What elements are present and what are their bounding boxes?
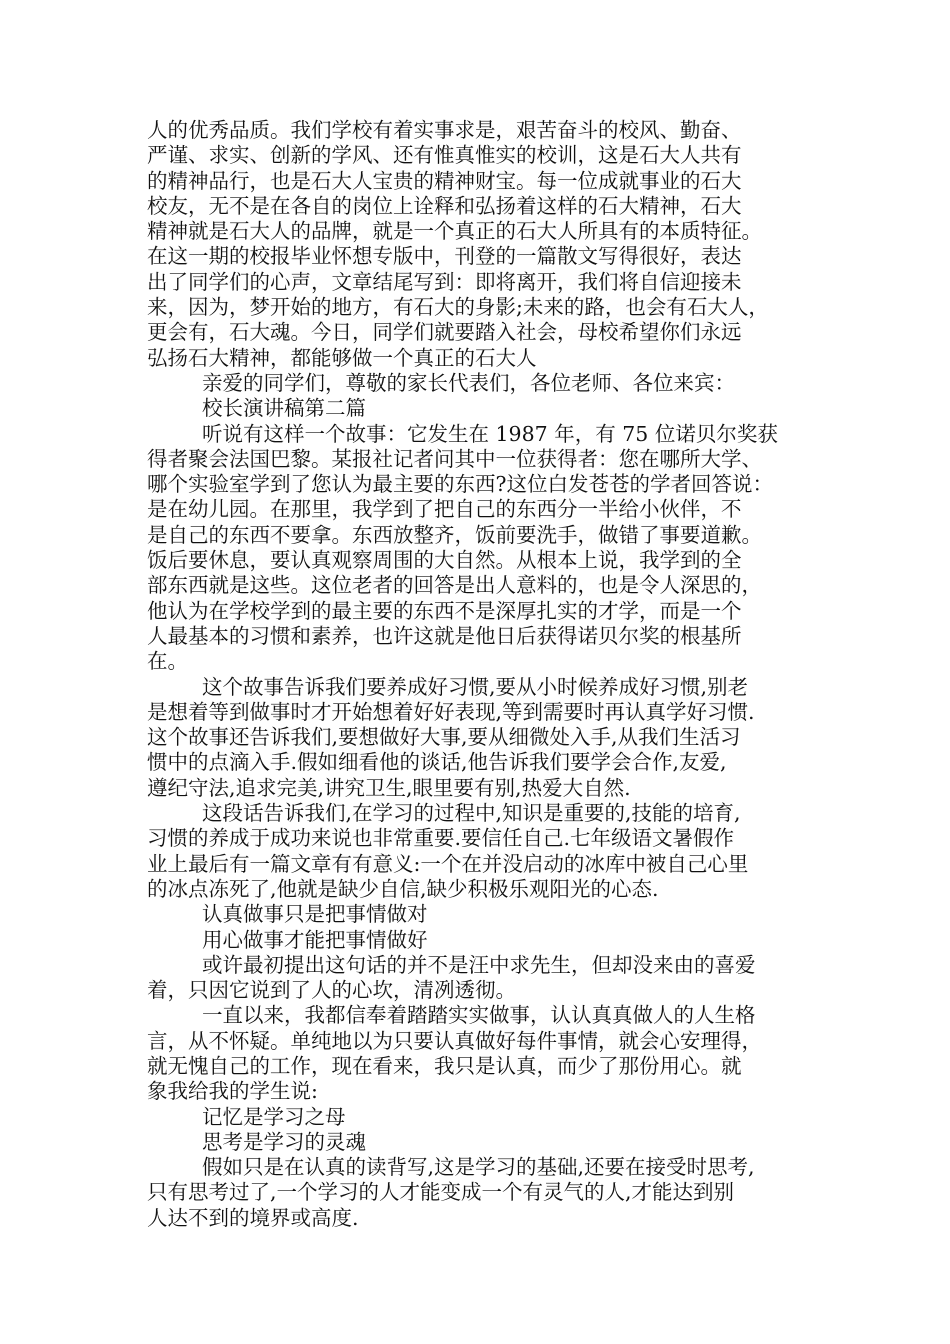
- document-body: [147, 118, 837, 1231]
- text-line: 这个故事还告诉我们,要想做好大事,要从细微处入手,从我们生活习: [147, 725, 741, 750]
- text-line: 言，从不怀疑。单纯地以为只要认真做好每件事情，就会心安理得，: [147, 1028, 762, 1053]
- text-line: 亲爱的同学们，尊敬的家长代表们，各位老师、各位来宾：: [202, 370, 735, 395]
- text-line: 得者聚会法国巴黎。某报社记者问其中一位获得者：您在哪所大学、: [147, 446, 762, 471]
- paragraph: [147, 1105, 837, 1130]
- text-line: 只有思考过了,一个学习的人才能变成一个有灵气的人,才能达到别: [147, 1180, 735, 1205]
- paragraph: [147, 396, 837, 421]
- paragraph: [147, 953, 837, 1004]
- paragraph: [147, 801, 837, 902]
- paragraph: [147, 675, 837, 801]
- text-line: 人的优秀品质。我们学校有着实事求是，艰苦奋斗的校风、勤奋、: [147, 118, 742, 142]
- text-line: 饭后要休息，要认真观察周围的大自然。从根本上说，我学到的全: [147, 548, 742, 573]
- text-line: 就无愧自己的工作，现在看来，我只是认真，而少了那份用心。就: [147, 1053, 742, 1078]
- text-line: 哪个实验室学到了您认为最主要的东西?这位白发苍苍的学者回答说：: [147, 472, 773, 497]
- paragraph: [147, 928, 837, 953]
- text-line: 人最基本的习惯和素养，也许这就是他日后获得诺贝尔奖的根基所: [147, 623, 742, 648]
- paragraph: [147, 118, 837, 371]
- text-line: 校长演讲稿第二篇: [202, 396, 366, 421]
- text-line: 是自己的东西不要拿。东西放整齐，饭前要洗手，做错了事要道歉。: [147, 522, 762, 547]
- text-line: 严谨、求实、创新的学风、还有惟真惟实的校训，这是石大人共有: [147, 143, 742, 168]
- paragraph: [147, 422, 837, 675]
- paragraph: [147, 371, 837, 396]
- text-line: 来，因为，梦开始的地方，有石大的身影;未来的路，也会有石大人，: [147, 295, 769, 320]
- text-line: 是想着等到做事时才开始想着好好表现,等到需要时再认真学好习惯.: [147, 699, 755, 724]
- text-line: 用心做事才能把事情做好: [202, 927, 428, 952]
- text-line: 习惯的养成于成功来说也非常重要.要信任自己.七年级语文暑假作: [147, 826, 735, 851]
- text-line: 惯中的点滴入手.假如细看他的谈话,他告诉我们要学会合作,友爱,: [147, 750, 727, 775]
- text-line: 是在幼儿园。在那里，我学到了把自己的东西分一半给小伙伴，不: [147, 497, 742, 522]
- text-line: 这段话告诉我们,在学习的过程中,知识是重要的,技能的培育,: [202, 801, 741, 826]
- text-line: 在。: [147, 649, 188, 674]
- text-line: 思考是学习的灵魂: [202, 1129, 366, 1154]
- text-line: 一直以来，我都信奉着踏踏实实做事，认认真真做人的人生格: [202, 1003, 756, 1028]
- text-line: 象我给我的学生说:: [147, 1079, 318, 1104]
- text-line: 这个故事告诉我们要养成好习惯,要从小时候养成好习惯,别老: [202, 674, 749, 699]
- paragraph: [147, 1155, 837, 1231]
- text-line: 业上最后有一篇文章有有意义:一个在并没启动的冰库中被自己心里: [147, 851, 749, 876]
- text-line: 着，只因它说到了人的心坎，清冽透彻。: [147, 978, 516, 1003]
- text-line: 记忆是学习之母: [202, 1104, 346, 1129]
- text-line: 的冰点冻死了,他就是缺少自信,缺少积极乐观阳光的心态.: [147, 876, 659, 901]
- text-line: 更会有，石大魂。今日，同学们就要踏入社会，母校希望你们永远: [147, 320, 742, 345]
- text-line: 听说有这样一个故事：它发生在 1987 年，有 75 位诺贝尔奖获: [202, 421, 778, 446]
- text-line: 校友，无不是在各自的岗位上诠释和弘扬着这样的石大精神，石大: [147, 193, 742, 218]
- text-line: 他认为在学校学到的最主要的东西不是深厚扎实的才学，而是一个: [147, 598, 742, 623]
- text-line: 出了同学们的心声，文章结尾写到：即将离开，我们将自信迎接未: [147, 269, 742, 294]
- text-line: 的精神品行，也是石大人宝贵的精神财宝。每一位成就事业的石大: [147, 168, 742, 193]
- text-line: 弘扬石大精神，都能够做一个真正的石大人: [147, 345, 537, 370]
- text-line: 精神就是石大人的品牌，就是一个真正的石大人所具有的本质特征。: [147, 219, 762, 244]
- text-line: 人达不到的境界或高度.: [147, 1205, 359, 1230]
- text-line: 在这一期的校报毕业怀想专版中，刊登的一篇散文写得很好，表达: [147, 244, 742, 269]
- text-line: 部东西就是这些。这位老者的回答是出人意料的，也是令人深思的，: [147, 573, 762, 598]
- text-line: 遵纪守法,追求完美,讲究卫生,眼里要有别,热爱大自然.: [147, 775, 631, 800]
- text-line: 或许最初提出这句话的并不是汪中求先生，但却没来由的喜爱: [202, 952, 756, 977]
- text-line: 认真做事只是把事情做对: [202, 902, 428, 927]
- paragraph: [147, 902, 837, 927]
- paragraph: [147, 1003, 837, 1104]
- paragraph: [147, 1130, 837, 1155]
- text-line: 假如只是在认真的读背写,这是学习的基础,还要在接受时思考,: [202, 1155, 755, 1180]
